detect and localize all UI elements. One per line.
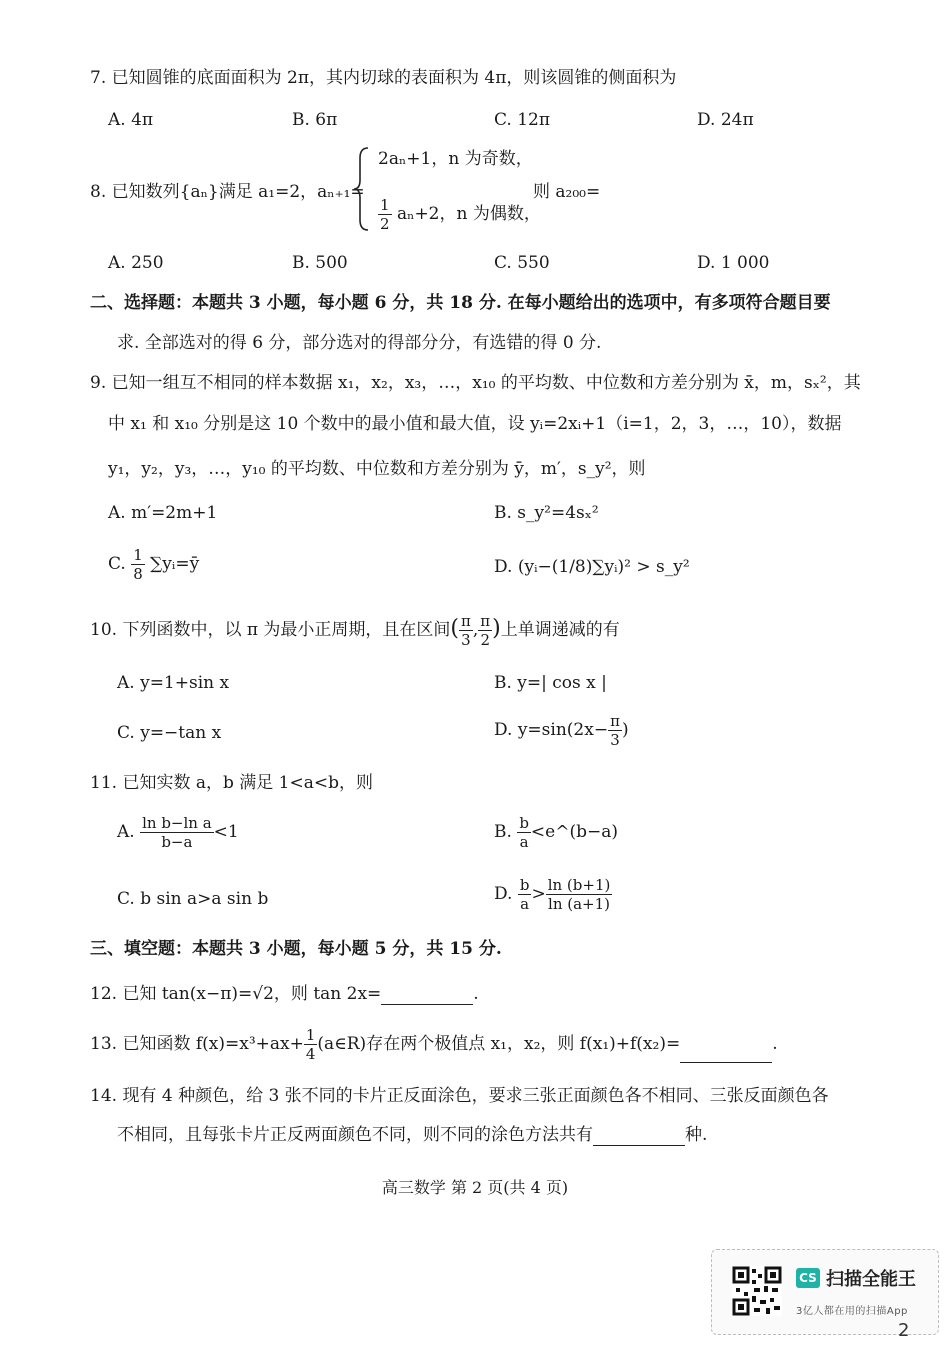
q10-option-b: B. y=| cos x | [494,673,607,693]
q14-line1: 14. 现有 4 种颜色，给 3 张不同的卡片正反面涂色，要求三张正面颜色各不相同、三张反面颜色各 [90,1086,829,1106]
q8-case1: 2aₙ+1，n 为奇数， [378,149,533,169]
q8-half-fraction: $\frac{1}{2}$ [380,196,390,233]
q11-stem: 11. 已知实数 a，b 满足 1<a<b，则 [90,773,373,793]
q13-answer-blank [680,1044,772,1063]
q11-option-a: A. $\frac{\text{ln b−ln a}}{b-a}$ <1 [117,814,239,851]
q9-line2: 中 x₁ 和 x₁₀ 分别是这 10 个数中的最小值和最大值，设 yᵢ=2xᵢ+1（i=1，2，3，…，10），数据 [108,414,842,434]
q10-stem: 10. 下列函数中，以 π 为最小正周期，且在区间( $\frac{\pi}{3}$ , $\frac{\pi}{2}$ )上单调递减的有 [90,612,620,649]
q12-answer-blank [381,986,473,1005]
q8-option-a: A. 250 [108,253,164,273]
q8-prefix: 8. 已知数列{aₙ}满足 a₁=2，aₙ₊₁= [90,182,365,202]
q7-option-c: C. 12π [494,110,551,130]
q8-option-d: D. 1 000 [697,253,770,273]
q8-case2: $\frac{1}{2}$ aₙ+2，n 为偶数， [380,196,541,233]
q13: 13. 已知函数 f(x)=x³+ax+ $\frac{1}{4}$ (a∈R)存在两个极值点 x₁，x₂，则 f(x₁)+f(x₂)= . [90,1026,778,1063]
q8-option-c: C. 550 [494,253,550,273]
q8-suffix: 则 a₂₀₀= [533,182,601,202]
section3-heading: 三、填空题：本题共 3 小题，每小题 5 分，共 15 分. [90,939,502,959]
section2-heading-line1: 二、选择题：本题共 3 小题，每小题 6 分，共 18 分. 在每小题给出的选项中，有多项符合题目要 [90,293,831,313]
q12: 12. 已知 tan(x−π)=√2，则 tan 2x= . [90,984,479,1004]
page-footer: 高三数学 第 2 页(共 4 页) [381,1178,569,1197]
q10-option-d: D. y=sin(2x− $\frac{\pi}{3}$ ) [494,712,629,749]
q14-answer-blank [593,1127,685,1146]
page-number: 2 [898,1320,910,1341]
q9-option-c: C. $\frac{1}{8}$ ∑yᵢ=ȳ [108,546,200,583]
q8-option-b: B. 500 [292,253,348,273]
q9-line3: y₁，y₂，y₃，…，y₁₀ 的平均数、中位数和方差分别为 ȳ，m′，s_y²，则 [108,459,646,479]
q10-option-a: A. y=1+sin x [117,673,230,693]
camscanner-logo-icon: CS [796,1268,820,1288]
qr-code-icon [732,1266,782,1316]
q8-brace [352,146,372,232]
q11-option-b: B. $\frac{b}{a}$ <e^(b−a) [494,814,618,851]
q7-option-d: D. 24π [697,110,754,130]
q9-line1: 9. 已知一组互不相同的样本数据 x₁，x₂，x₃，…，x₁₀ 的平均数、中位数和方差分别为 x̄，m，sₓ²，其 [90,373,861,393]
q7-stem: 7. 已知圆锥的底面面积为 2π，其内切球的表面积为 4π，则该圆锥的侧面积为 [90,68,677,88]
q11-option-d: D. $\frac{b}{a}$ > $\frac{\ln (b+1)}{\ln (a+1)}$ [494,876,611,913]
watermark-brand: 扫描全能王 [826,1269,916,1290]
q14-line2: 不相同，且每张卡片正反两面颜色不同，则不同的涂色方法共有 种. [117,1125,708,1145]
section2-heading-line2: 求. 全部选对的得 6 分，部分选对的得部分分，有选错的得 0 分. [117,333,602,353]
q9-option-d: D. (yᵢ−(1/8)∑yᵢ)² > s_y² [494,557,690,577]
q10-option-c: C. y=−tan x [117,723,222,743]
q11-option-c: C. b sin a>a sin b [117,889,269,909]
q7-option-b: B. 6π [292,110,338,130]
watermark-tagline: 3亿人都在用的扫描App [796,1306,908,1317]
q7-option-a: A. 4π [108,110,154,130]
q9-option-b: B. s_y²=4sₓ² [494,503,599,523]
q9-option-a: A. m′=2m+1 [108,503,218,523]
